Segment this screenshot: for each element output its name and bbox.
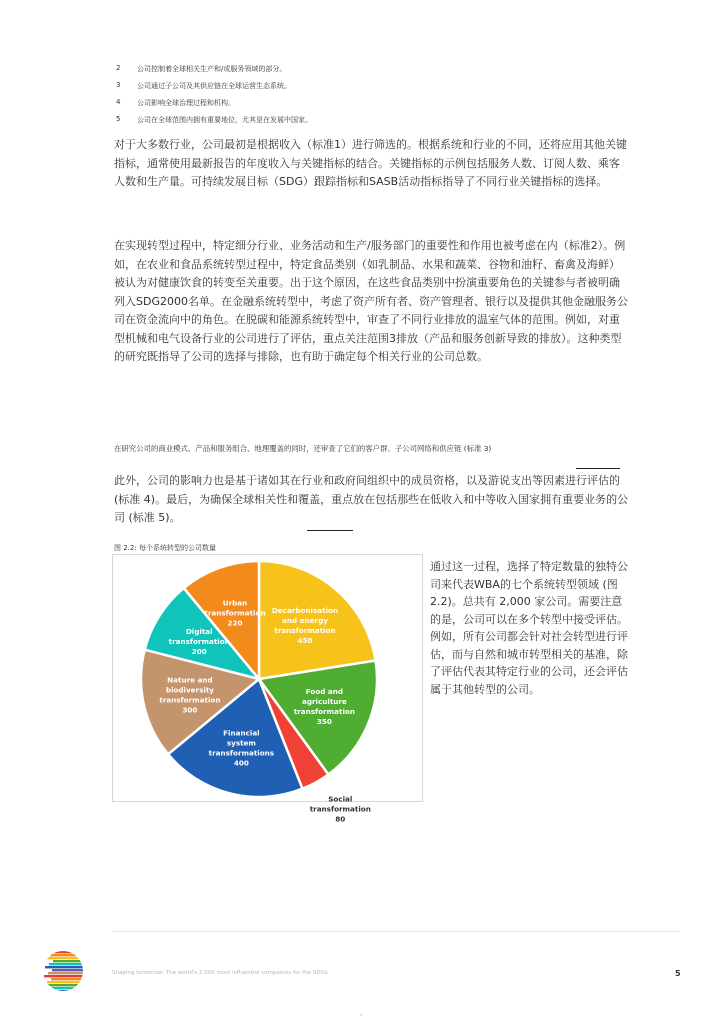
note-business-model: 在研究公司的商业模式、产品和服务组合、地理覆盖的同时，还审查了它们的客户群、子公司网络和供应链 (标准 3) — [114, 444, 492, 453]
logo-stripe — [52, 969, 83, 971]
side-paragraph: 通过这一过程，选择了特定数量的独特公司来代表WBA的七个系统转型领域 (图 2.2)。总共有 2,000 家公司。需要注意的是，公司可以在多个转型中接受评估。例如，所有公司都会针对社会转型进行评估，而与自然和城市转型相关的基准，除了评估代表其特定行业的公司，还会评估属于其他转型的公司。 — [430, 560, 628, 696]
logo-stripe — [48, 972, 83, 974]
pie-slice-label: Nature and biodiversity transformation 300 — [159, 675, 221, 715]
footer-divider — [112, 931, 680, 932]
logo-stripe — [50, 987, 83, 989]
pie-slice-label: Financial system transformations 400 — [208, 728, 275, 768]
logo-stripe — [43, 984, 83, 986]
paragraph-revenue-screening: 对于大多数行业，公司最初是根据收入（标准1）进行筛选的。根据系统和行业的不同，还将应用其他关键指标，通常使用最新报告的年度收入与关键指标的结合。关键指标的示例包括服务人数、订阅人数、乘客人数和生产量。可持续发展目标（SDG）跟踪指标和SASB活动指标指导了不同行业关键指标的选择。 — [114, 138, 627, 188]
pie-slice-label: Digital transformation 200 — [168, 627, 230, 657]
logo-stripe — [45, 966, 83, 968]
criteria-item: 2 公司控制着全球相关生产和/或服务领域的部分。 — [116, 64, 287, 73]
pie-chart-frame — [112, 554, 423, 824]
criteria-list — [116, 64, 616, 132]
logo-stripe — [50, 954, 83, 956]
pie-slice-label: Food and agriculture transformation 350 — [293, 687, 355, 727]
wba-logo — [42, 950, 84, 992]
divider — [307, 530, 353, 531]
logo-stripe — [47, 981, 83, 983]
pie-slice-label: Social transformation 80 — [309, 794, 371, 824]
logo-stripe — [44, 975, 83, 977]
criteria-item: 4 公司影响全球治理过程和机构。 — [116, 98, 235, 107]
logo-stripe — [51, 978, 83, 980]
pie-chart — [113, 555, 422, 824]
criteria-item: 3 公司通过子公司及其供应链在全球运营生态系统。 — [116, 81, 291, 90]
paragraph-sector-importance: 在实现转型过程中，特定细分行业、业务活动和生产/服务部门的重要性和作用也被考虑在内（标准2）。例如，在农业和食品系统转型过程中，特定食品类别（如乳制品、水果和蔬菜、谷物和油籽、畜禽及海鲜）被认为对健康饮食的转变至关重要。出于这个原因，在这些食品类别中扮演重要角色的关键参与者被明确列入SDG2000名单。在金融系统转型中，考虑了资产所有者、资产管理者、银行以及提供其他金融服务公司在资金流向中的角色。在脱碳和能源系统转型中，审查了不同行业排放的温室气体的范围。例如，对重型机械和电气设备行业的公司进行了评估，重点关注范围3排放（产品和服务创新导致的排放）。这种类型的研究既指导了公司的选择与排除，也有助于确定每个相关行业的公司总数。 — [114, 239, 628, 363]
page-number: 5 — [675, 969, 681, 978]
paragraph-influence: 此外，公司的影响力也是基于诸如其在行业和政府间组织中的成员资格，以及游说支出等因素进行评估的 (标准 4)。最后，为确保全球相关性和覆盖，重点放在包括那些在低收入和中等收入国家拥有重要业务的公司 (标准 5)。 — [114, 474, 629, 524]
figure-caption: 图 2.2: 每个系统转型的公司数量 — [114, 544, 216, 552]
page-mark: " — [360, 1014, 363, 1020]
criteria-item: 5 公司在全球范围内拥有重要地位，尤其是在发展中国家。 — [116, 115, 312, 124]
logo-stripe — [46, 957, 83, 959]
pie-slice-label: Decarbonisation and energy transformation 450 — [271, 606, 339, 646]
pie-slice-label: Urban transformation 220 — [204, 598, 266, 628]
divider — [576, 468, 620, 469]
logo-stripe — [49, 963, 83, 965]
logo-stripe — [43, 951, 83, 953]
logo-stripe — [53, 960, 83, 962]
logo-stripe — [46, 990, 83, 992]
footer-title: Shaping tomorrow: The world's 2,000 most influential companies for the SDGs — [112, 970, 328, 976]
